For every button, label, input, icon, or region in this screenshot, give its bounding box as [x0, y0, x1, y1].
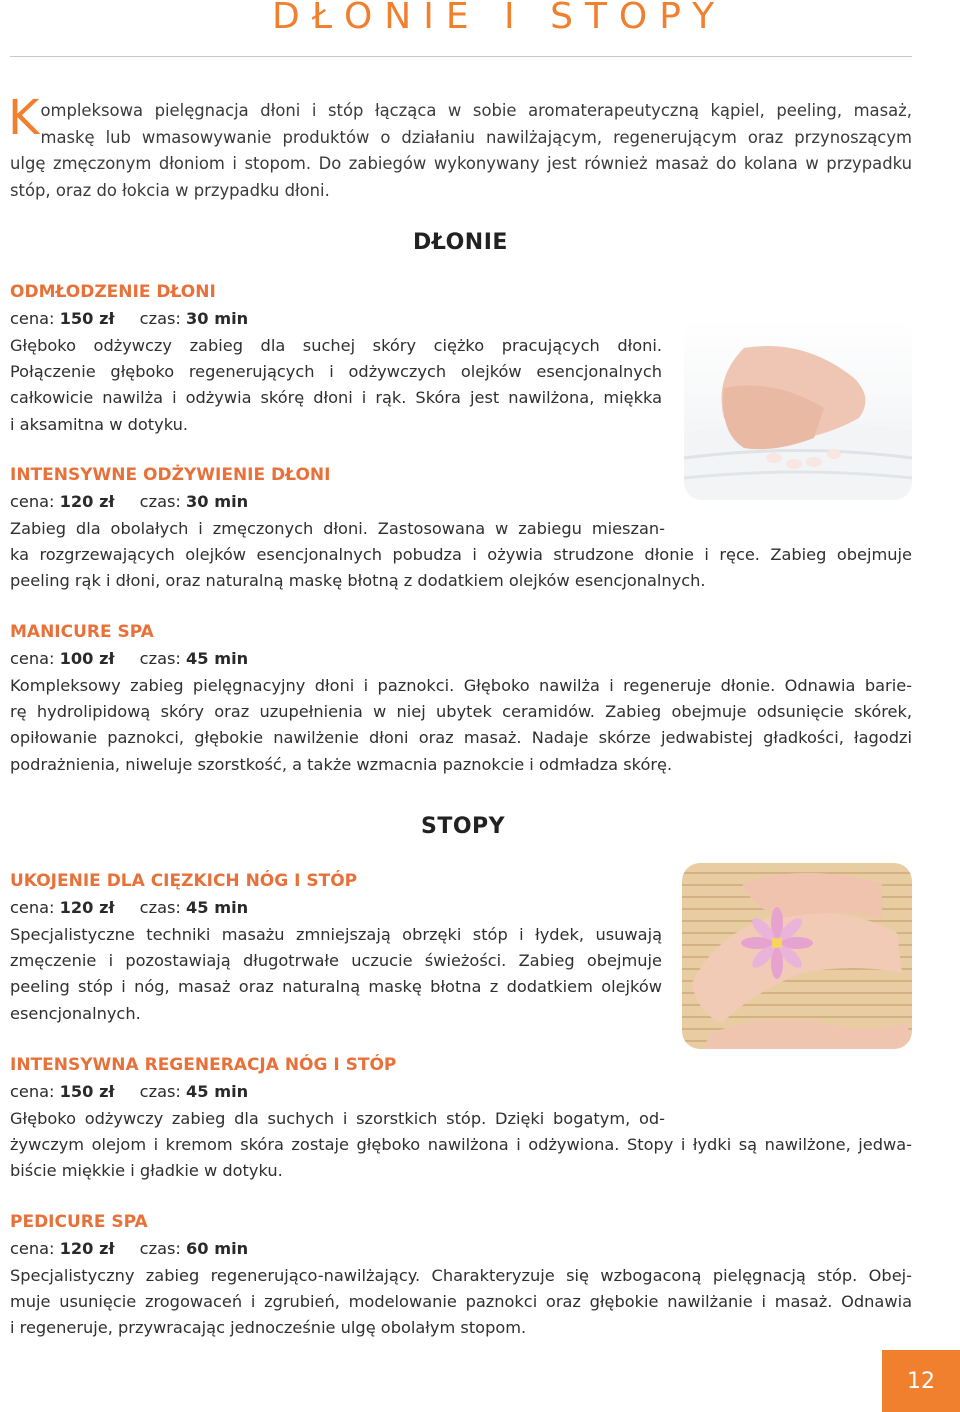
price-time-line	[10, 649, 248, 668]
description-line: Kompleksowy zabieg pielęgnacyjny dłoni i paznokci. Głęboko nawilża i regeneruje dłonie. Odnawia barie-	[10, 676, 912, 695]
description-line: i aksamitna w dotyku.	[10, 414, 188, 434]
time-label: czas:	[139, 898, 181, 917]
time-value: 30 min	[186, 492, 249, 511]
time-label: czas:	[139, 1239, 181, 1258]
feet-photo	[682, 863, 912, 1049]
hands-photo	[684, 318, 912, 500]
treatment-title: UKOJENIE DLA CIĘZKICH NÓG I STÓP	[10, 871, 358, 891]
intro-line: ulgę zmęczonym dłoniom i stopom. Do zabiegów wykonywany jest również masaż do kolana w przypadku	[10, 154, 912, 173]
price-label: cena:	[10, 309, 55, 328]
treatment-title: INTENSYWNE ODŻYWIENIE DŁONI	[10, 465, 331, 485]
price-value: 120 zł	[59, 898, 115, 917]
treatment-description	[10, 516, 912, 595]
title-divider	[10, 56, 912, 57]
time-value: 30 min	[186, 309, 249, 328]
price-label: cena:	[10, 1082, 55, 1101]
price-value: 150 zł	[59, 1082, 115, 1101]
time-value: 45 min	[186, 649, 249, 668]
treatment-description	[10, 922, 662, 1027]
description-line: muje usunięcie zrogowaceń i zgrubień, modelowanie paznokci oraz głębokie nawilżanie i masaż. Odnawia	[10, 1292, 912, 1312]
time-value: 60 min	[186, 1239, 249, 1258]
description-line: Specjalistyczne techniki masażu zmniejszają obrzęki stóp i łydek, usuwają	[10, 925, 662, 944]
price-label: cena:	[10, 492, 55, 511]
time-label: czas:	[139, 649, 181, 668]
description-line: całkowicie nawilża i odżywia skórę dłoni i rąk. Skóra jest nawilżona, miękka	[10, 388, 662, 408]
description-line: Połączenie głęboko regenerujących i odżywczych olejków esencjonalnych	[10, 362, 662, 382]
intro-paragraph	[8, 90, 912, 204]
price-value: 100 zł	[59, 649, 115, 668]
treatment-description	[10, 673, 912, 778]
description-line: Głęboko odżywczy zabieg dla suchych i szorstkich stóp. Dzięki bogatym, od-	[10, 1109, 665, 1128]
description-line: peeling rąk i dłoni, oraz naturalną maskę błotną z dodatkiem olejków esencjonalnych.	[10, 571, 706, 591]
description-line: rę hydrolipidową skóry oraz uzupełnienia w niej ubytek ceramidów. Zabieg obejmuje odsunięcie skórek,	[10, 702, 912, 722]
price-label: cena:	[10, 898, 55, 917]
page-title: DŁONIE I STOPY	[272, 0, 727, 37]
treatment-description	[10, 1263, 912, 1342]
feet-illustration	[682, 863, 912, 1049]
treatment-title: INTENSYWNA REGENERACJA NÓG I STÓP	[10, 1055, 397, 1075]
price-time-line	[10, 898, 248, 917]
price-time-line	[10, 1082, 248, 1101]
treatment-description	[10, 1106, 912, 1185]
description-line: ka rozgrzewających olejków esencjonalnych pobudza i ożywia strudzone dłonie i ręce. Zabieg obejmuje	[10, 545, 912, 565]
price-time-line	[10, 1239, 248, 1258]
price-value: 120 zł	[59, 492, 115, 511]
description-line: i regeneruje, przywracając jednocześnie ulgę obolałym stopom.	[10, 1318, 527, 1338]
description-line: zmęczenie i pozostawiają długotrwałe uczucie świeżości. Zabieg obejmuje	[10, 951, 662, 971]
section-heading-feet: STOPY	[421, 814, 506, 839]
hands-illustration	[684, 318, 912, 500]
time-label: czas:	[139, 1082, 181, 1101]
intro-line: ompleksowa pielęgnacja dłoni i stóp łącząca w sobie aromaterapeutyczną kąpiel, peeling, masaż,	[40, 101, 912, 120]
intro-line: maskę lub wmasowywanie produktów o działaniu nawilżającym, regenerującym oraz przynoszącym	[40, 127, 912, 147]
description-line: esencjonalnych.	[10, 1003, 141, 1023]
description-line: biście miękkie i gładkie w dotyku.	[10, 1161, 283, 1181]
treatment-title: ODMŁODZENIE DŁONI	[10, 282, 216, 302]
description-line: Specjalistyczny zabieg regenerująco-nawilżający. Charakteryzuje się wzbogaconą pielęgnacją stóp. Obej-	[10, 1266, 912, 1285]
description-line: Głęboko odżywczy zabieg dla suchej skóry ciężko pracujących dłoni.	[10, 336, 662, 355]
time-value: 45 min	[186, 1082, 249, 1101]
price-label: cena:	[10, 649, 55, 668]
description-line: Zabieg dla obolałych i zmęczonych dłoni. Zastosowana w zabiegu mieszan-	[10, 519, 665, 538]
section-heading-hands: DŁONIE	[413, 230, 508, 255]
price-label: cena:	[10, 1239, 55, 1258]
treatment-description	[10, 333, 662, 438]
description-line: żywczym olejom i kremom skóra zostaje głęboko nawilżona i odżywiona. Stopy i łydki są nawilżone, jedwa-	[10, 1135, 912, 1155]
description-line: podrażnienia, niweluje szorstkość, a także wzmacnia paznokcie i odmładza skórę.	[10, 754, 673, 774]
page-number: 12	[882, 1350, 960, 1412]
drop-cap: K	[8, 90, 40, 146]
price-time-line	[10, 309, 248, 328]
description-line: opiłowanie paznokci, głębokie nawilżenie dłoni oraz masaż. Nadaje skórze jedwabistej gładkości, łagodzi	[10, 728, 912, 748]
description-line: peeling stóp i nóg, masaż oraz naturalną maskę błotna z dodatkiem olejków	[10, 977, 662, 997]
price-time-line	[10, 492, 248, 511]
treatment-title: PEDICURE SPA	[10, 1212, 148, 1232]
time-label: czas:	[139, 492, 181, 511]
time-value: 45 min	[186, 898, 249, 917]
treatment-title: MANICURE SPA	[10, 622, 154, 642]
intro-line: stóp, oraz do łokcia w przypadku dłoni.	[10, 180, 330, 200]
price-value: 120 zł	[59, 1239, 115, 1258]
time-label: czas:	[139, 309, 181, 328]
price-value: 150 zł	[59, 309, 115, 328]
